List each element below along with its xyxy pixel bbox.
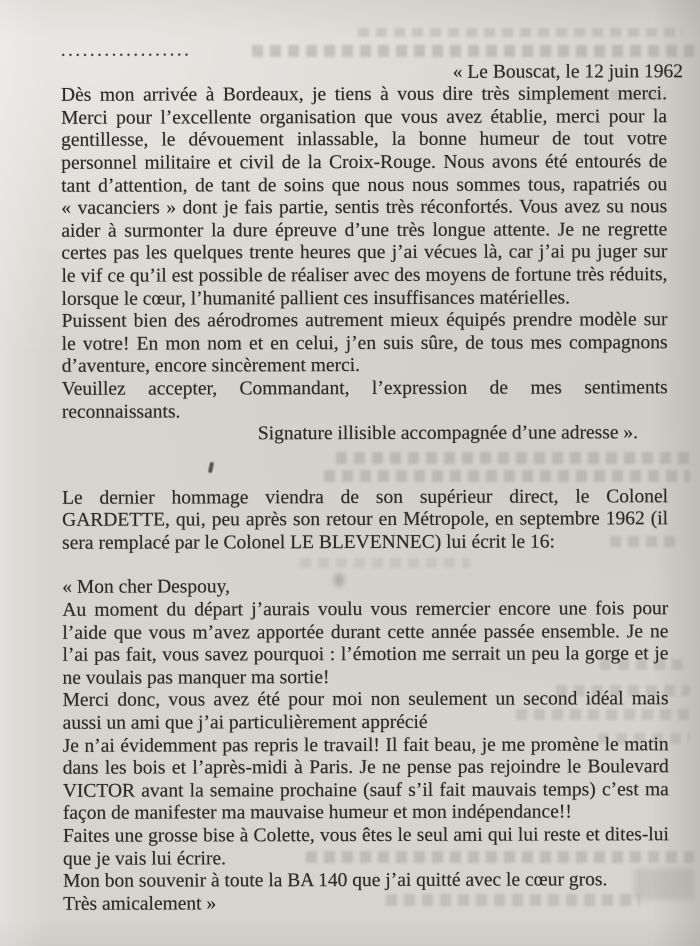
text-line: Faites une grosse bise à Colette, vous êtes le seul ami qui lui reste et dites-lui (62, 824, 669, 847)
text-line: Veuillez accepter, Commandant, l’expression de mes sentiments (61, 377, 668, 400)
text-line: Signature illisible accompagnée d’une adresse ». (257, 422, 639, 445)
text-line: tant d’attention, de tant de soins que nous nous sommes tous, rapatriés ou (61, 173, 668, 197)
text-line: Au moment du départ j’aurais voulu vous remercier encore une fois pour (62, 598, 669, 621)
text-line: certes pas les quelques trente heures que j’ai vécues là, car j’ai pu juger sur (61, 241, 668, 265)
ellipsis-text: .................. (60, 39, 192, 61)
text-line: d’aventure, encore sincèrement merci. (61, 355, 361, 378)
text-line: « vacanciers » dont je fais partie, sentis très réconfortés. Vous avez su nous (61, 196, 668, 219)
text-line: le votre! En mon nom et en celui, j’en suis sûre, de tous mes compagnons (61, 331, 668, 355)
text-line: Merci donc, vous avez été pour moi non seulement un second idéal mais (62, 688, 669, 712)
text-line: sera remplacé par le Colonel LE BLEVENNEC) lui écrit le 16: (62, 531, 555, 554)
text-line: l’aide que vous m’avez apportée durant cette année passée ensemble. Je ne (62, 620, 669, 644)
text-line: aussi un ami que j’ai particulièrement apprécié (62, 711, 428, 734)
text-line: Je n’ai évidemment pas repris le travail! Il fait beau, je me promène le matin (62, 733, 669, 757)
ellipsis-line (61, 38, 667, 62)
text-line: l’ai pas fait, vous savez pourquoi : l’émotion me serrait un peu la gorge et je (62, 643, 669, 667)
text-line: VICTOR avant la semaine prochaine (sauf s’il fait mauvais temps) c’est ma (62, 779, 669, 802)
tribute-paragraph (62, 486, 668, 555)
text-line: reconnaissants. (61, 400, 181, 423)
letter-dateline (61, 61, 683, 85)
text-line: dans les bois et l’après-midi à Paris. Je ne pense pas rejoindre le Boulevard (62, 756, 669, 780)
text-line: que je vais lui écrire. (62, 847, 227, 870)
text-line: Très amicalement » (63, 893, 217, 915)
text-line: ne voulais pas manquer ma sortie! (62, 666, 330, 689)
bleed-through-mark (358, 28, 683, 37)
text-line: GARDETTE, qui, peu après son retour en Métropole, en septembre 1962 (il (62, 508, 669, 532)
text-line: le vif ce qu’il est possible de réaliser avec des moyens de fortune très réduits, (61, 264, 668, 287)
page-text (60, 38, 683, 916)
text-line: « Mon cher Despouy, (62, 576, 231, 599)
text-line: Mon bon souvenir à toute la BA 140 que j’ai quitté avec le cœur gros. (63, 869, 608, 892)
text-line: lorsque le cœur, l’humanité pallient ces insuffisances matérielles. (61, 286, 570, 310)
text-line: façon de manifester ma mauvaise humeur et mon indépendance!! (62, 801, 572, 825)
dateline-text: « Le Bouscat, le 12 juin 1962 (452, 60, 683, 83)
text-line: Puissent bien des aérodromes autrement mieux équipés prendre modèle sur (61, 309, 668, 332)
letter1-body (61, 83, 668, 446)
text-line: Merci pour l’excellente organisation que vous avez établie, merci pour la (61, 105, 668, 129)
text-line: aider à surmonter la dure épreuve d’une très longue attente. Je ne regrette (61, 218, 668, 242)
letter2-body (62, 576, 669, 916)
text-line: Dès mon arrivée à Bordeaux, je tiens à vous dire très simplement merci. (60, 83, 667, 106)
text-line: gentillesse, le dévouement inlassable, la bonne humeur de tout votre (61, 128, 668, 152)
text-line: Le dernier hommage viendra de son supérieur direct, le Colonel (62, 485, 669, 509)
text-line: personnel militaire et civil de la Croix-Rouge. Nous avons été entourés de (61, 151, 668, 174)
